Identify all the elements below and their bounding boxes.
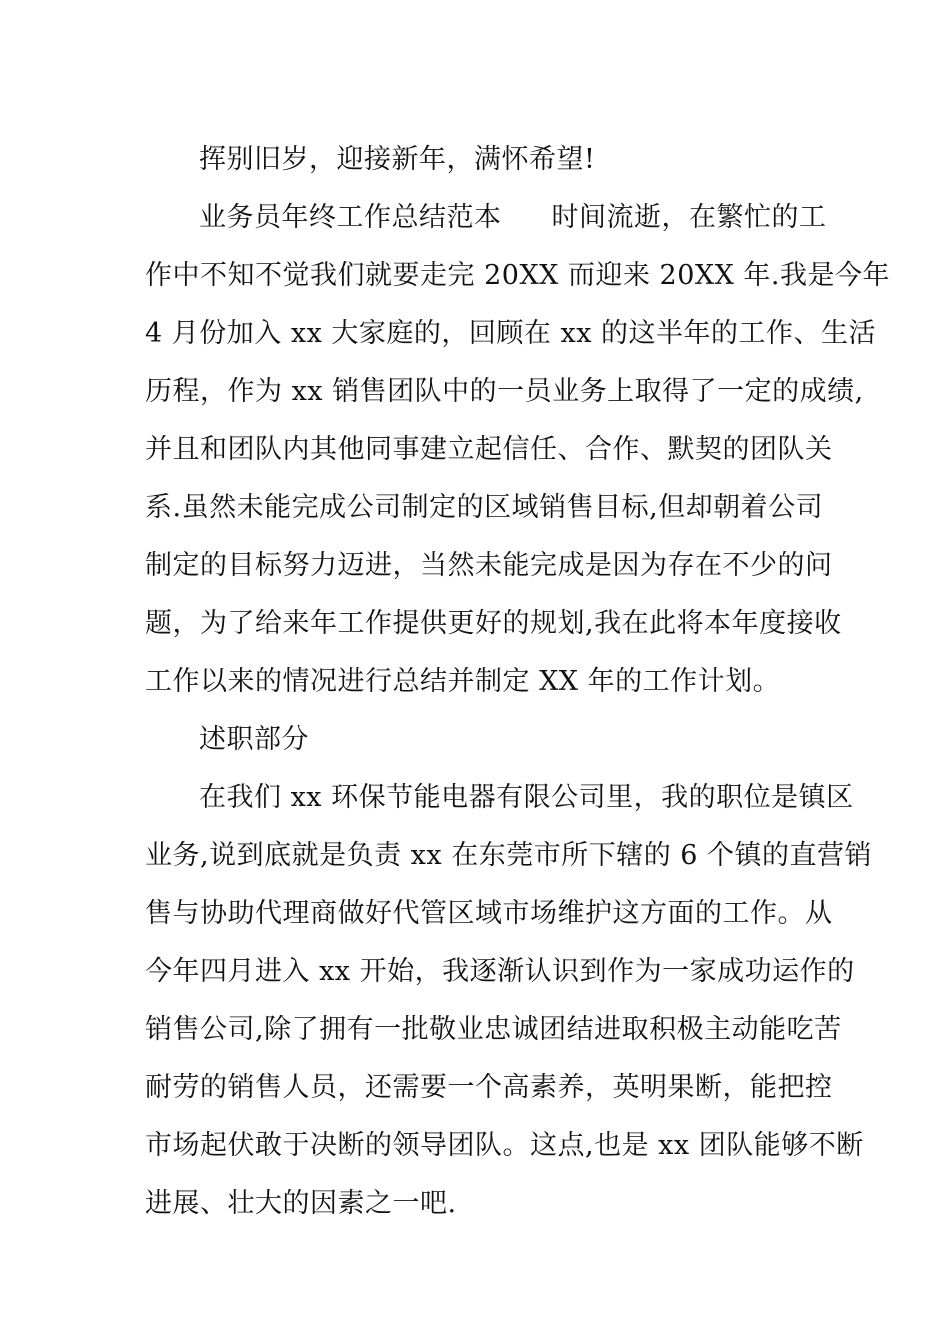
body-line: 在我们 xx 环保节能电器有限公司里，我的职位是镇区: [199, 782, 854, 813]
body-line: 售与协助代理商做好代管区域市场维护这方面的工作。从: [145, 898, 833, 929]
body-line: 4 月份加入 xx 大家庭的，回顾在 xx 的这半年的工作、生活: [145, 318, 876, 349]
greeting-line: 挥别旧岁，迎接新年，满怀希望!: [199, 144, 596, 175]
intro-text-start: 时间流逝，在繁忙的工: [551, 202, 827, 233]
body-line: 制定的目标努力迈进，当然未能完成是因为存在不少的问: [145, 550, 833, 581]
body-line: 作中不知不觉我们就要走完 20XX 而迎来 20XX 年.我是今年: [145, 260, 891, 291]
document-title: 业务员年终工作总结范本: [199, 202, 502, 233]
body-line: 今年四月进入 xx 开始，我逐渐认识到作为一家成功运作的: [145, 956, 855, 987]
body-line: 进展、壮大的因素之一吧.: [145, 1188, 457, 1219]
body-line: 销售公司,除了拥有一批敬业忠诚团结进取积极主动能吃苦: [145, 1014, 842, 1045]
body-line: 市场起伏敢于决断的领导团队。这点,也是 xx 团队能够不断: [145, 1130, 864, 1161]
section-heading: 述职部分: [199, 724, 309, 755]
body-line: 业务,说到底就是负责 xx 在东莞市所下辖的 6 个镇的直营销: [145, 840, 873, 871]
body-line: 并且和团队内其他同事建立起信任、合作、默契的团队关: [145, 434, 833, 465]
body-line: 历程，作为 xx 销售团队中的一员业务上取得了一定的成绩,: [145, 376, 864, 407]
body-line: 系.虽然未能完成公司制定的区域销售目标,但却朝着公司: [145, 492, 824, 523]
summary-title-line: [145, 189, 827, 247]
body-line: 题，为了给来年工作提供更好的规划,我在此将本年度接收: [145, 608, 842, 639]
body-line: 工作以来的情况进行总结并制定 XX 年的工作计划。: [145, 666, 781, 697]
document-body: [145, 131, 891, 1233]
body-line: 耐劳的销售人员，还需要一个高素养，英明果断，能把控: [145, 1072, 833, 1103]
